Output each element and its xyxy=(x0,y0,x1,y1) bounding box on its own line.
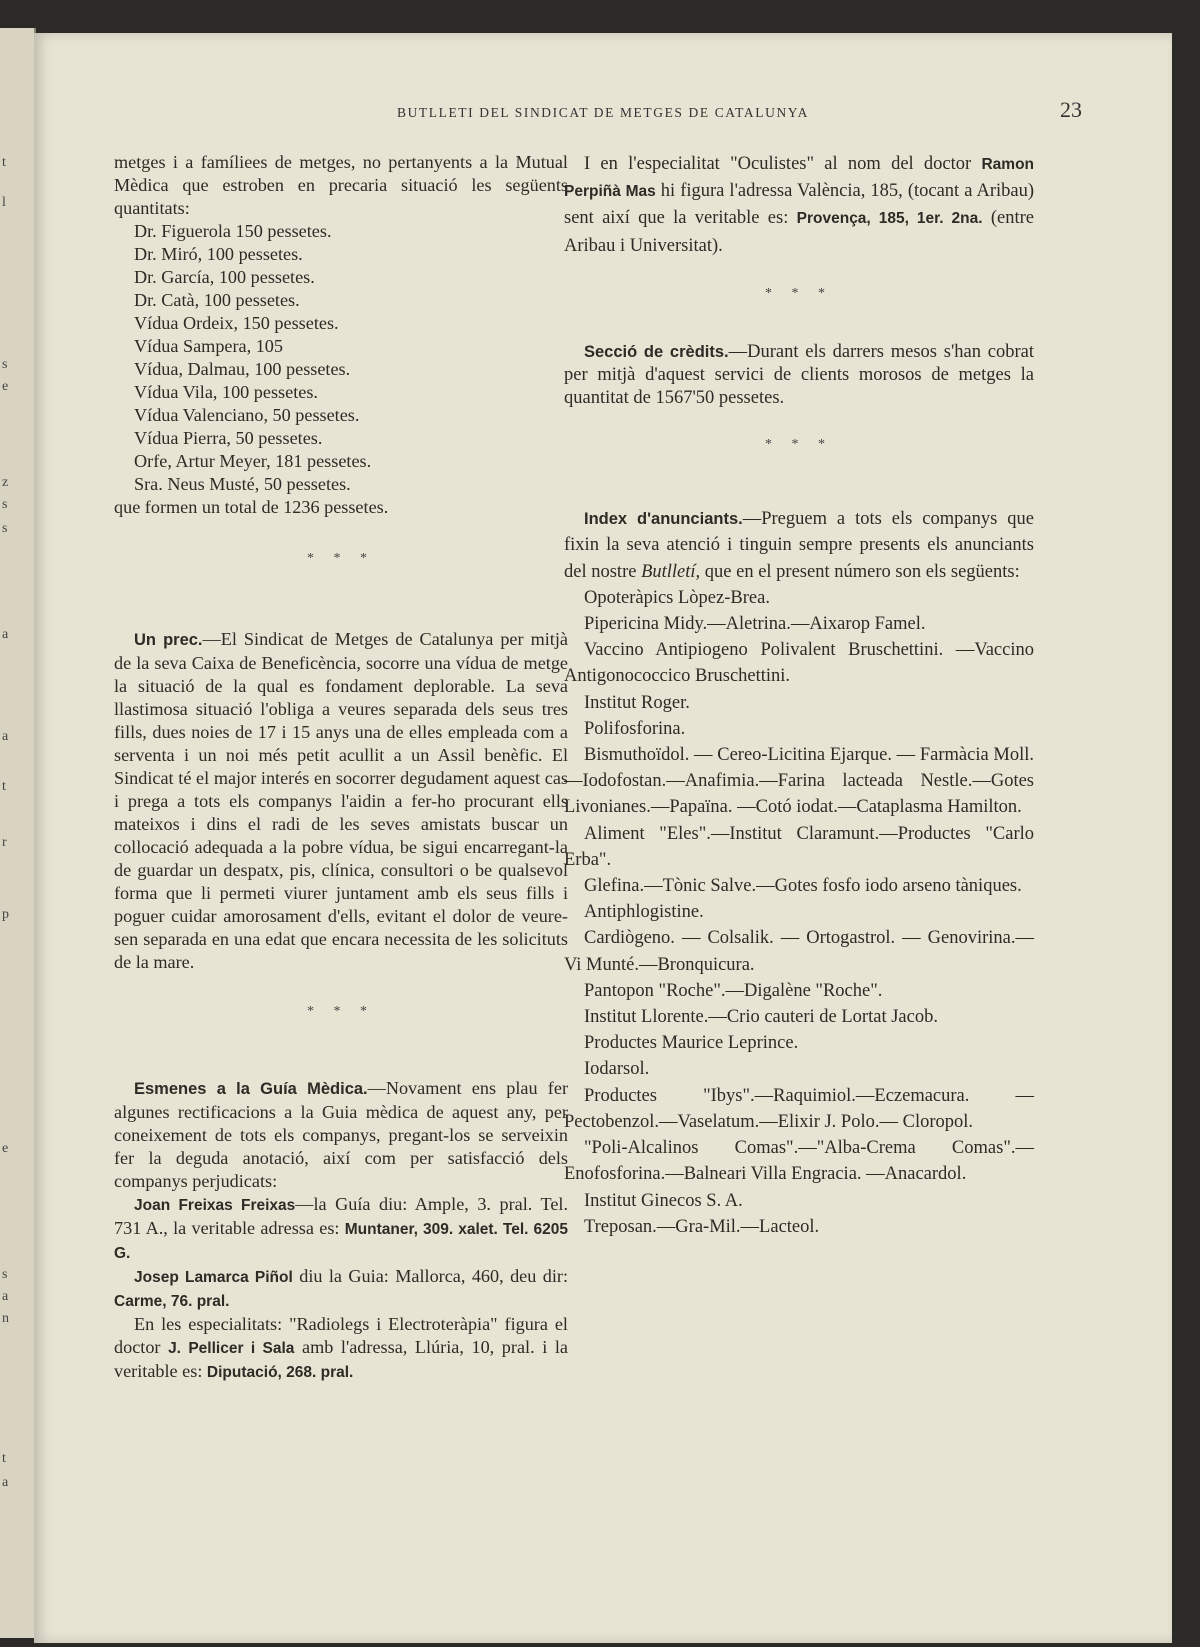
donation-item: Dr. García, 100 pessetes. xyxy=(134,267,315,287)
donation-item: Vídua, Dalmau, 100 pessetes. xyxy=(134,359,351,379)
correction-pellicer xyxy=(114,1313,568,1384)
credits-title: Secció de crèdits. xyxy=(584,343,729,362)
esmenes-title: Esmenes a la Guía Mèdica. xyxy=(134,1080,368,1098)
credits-body: —Durant els darrers mesos s'han cobrat per mitjà d'aquest servici de clients morosos de metges la quantitat de 1567'50 pessetes. xyxy=(564,342,1034,409)
corrected-address: Muntaner, 309. xalet. Tel. 6205 G. xyxy=(114,1221,568,1262)
correction-text: diu la Guia: Mallorca, 460, deu dir: xyxy=(299,1266,569,1286)
doctor-name: Ramon Perpiñà Mas xyxy=(564,156,1035,201)
donations-total: que formen un total de 1236 pessetes. xyxy=(114,497,389,517)
margin-fragment: r xyxy=(2,835,7,850)
running-head: BUTLLETI DEL SINDICAT DE METGES DE CATALUNYA xyxy=(396,105,810,120)
margin-fragment: a xyxy=(2,1475,9,1490)
left-column xyxy=(114,151,568,1384)
page-header xyxy=(34,97,1172,127)
margin-fragment: n xyxy=(2,1311,9,1326)
prec-body: —El Sindicat de Metges de Catalunya per mitjà de la seva Caixa de Beneficència, socorre una vídua de metge la situació de la qual es fondament deplorable. La seva llastimosa situació l'obliga a veures separada dels seus tres fills, dues noies de 17 i 15 anys una de elles empleada com a serventa i un noi més petit acullit a un Assil benèfic. El Sindicat té el major interés en socorrer degudament aquest cas i prega a tots els companys l'aidin a fer-ho procurant ells mateixos i dins el radi de les seves amistats buscar un collocació adequada a la pobre vídua, be sigui encarregant-la de guardar un despatx, pis, clínica, consultori o be qualsevol forma que li permeti viurer juntament amb els seus fills i poguer cuidar amorosament d'ells, evitant el dolor de veure-sen separada en una edat que encara necessita de les solicituts de la mare. xyxy=(114,629,568,972)
advertiser-entry: Antiphlogistine. xyxy=(584,902,704,923)
index-title: Index d'anunciants. xyxy=(584,510,743,529)
advertiser-entry: Institut Roger. xyxy=(584,692,690,713)
margin-fragment: s xyxy=(2,521,8,536)
journal-name: Butlletí, xyxy=(641,561,701,582)
advertiser-entry: Bismuthoïdol. — Cereo-Licitina Ejarque. — Farmàcia Moll.—Iodofostan.—Anafimia.—Farina lacteada Nestle.—Gotes Livonianes.—Papaïna. —Cotó iodat.—Cataplasma Hamilton. xyxy=(564,745,1034,818)
donations-list xyxy=(114,220,568,496)
margin-fragment: s xyxy=(2,357,8,372)
section-divider: * * * xyxy=(307,551,375,566)
index-body: —Preguem a tots els companys que fixin la seva atenció i tinguin sempre presents els anunciants del nostre xyxy=(564,509,1034,582)
advertiser-entry: Treposan.—Gra-Mil.—Lacteol. xyxy=(584,1216,820,1237)
section-divider: * * * xyxy=(765,285,833,301)
advertiser-entry: Iodarsol. xyxy=(584,1059,650,1080)
doctor-name: Joan Freixas Freixas xyxy=(134,1197,296,1214)
advertiser-entry: Pipericina Midy.—Aletrina.—Aixarop Famel. xyxy=(584,614,926,635)
donation-item: Vídua Ordeix, 150 pessetes. xyxy=(134,313,339,333)
donation-item: Vídua Valenciano, 50 pessetes. xyxy=(134,405,360,425)
correction-lamarca xyxy=(114,1265,568,1313)
donation-item: Dr. Miró, 100 pessetes. xyxy=(134,244,303,264)
donation-item: Vídua Pierra, 50 pessetes. xyxy=(134,428,323,448)
previous-page-edge xyxy=(0,28,36,1638)
correction-perpinya xyxy=(564,151,1034,259)
margin-fragment: z xyxy=(2,475,9,490)
esmenes-paragraph xyxy=(114,1077,568,1193)
margin-fragment: e xyxy=(2,1141,9,1156)
correction-freixas xyxy=(114,1193,568,1265)
advertiser-entry: Opoteràpics Lòpez-Brea. xyxy=(584,587,770,608)
correction-text: amb l'adressa, Llúria, 10, pral. i la veritable es: xyxy=(114,1337,568,1381)
margin-fragment: a xyxy=(2,1289,9,1304)
correction-text: En les especialitats: "Radiolegs i Electroteràpia" figura el doctor xyxy=(114,1314,568,1357)
advertiser-entry: Institut Ginecos S. A. xyxy=(584,1190,743,1211)
advertiser-entry: Productes "Ibys".—Raquimiol.—Eczemacura. —Pectobenzol.—Vaselatum.—Elixir J. Polo.— Cloropol. xyxy=(564,1085,1034,1132)
corrected-address: Diputació, 268. pral. xyxy=(206,1364,354,1381)
correction-text: I en l'especialitat "Oculistes" al nom del doctor xyxy=(584,154,972,174)
correction-text: —la Guía diu: Ample, 3. pral. Tel. 731 A., la veritable adressa es: xyxy=(114,1194,568,1238)
advertiser-entry: Polifosforina. xyxy=(584,718,686,739)
correction-text: hi figura l'adressa València, 185, (tocant a Aribau) sent així que la veritable es: xyxy=(564,181,1034,229)
index-paragraph xyxy=(564,506,1034,585)
section-divider: * * * xyxy=(765,437,833,453)
donation-item: Dr. Catà, 100 pessetes. xyxy=(134,290,300,310)
margin-fragment: t xyxy=(2,1451,6,1466)
advertiser-entry: Glefina.—Tònic Salve.—Gotes fosfo iodo arseno tàniques. xyxy=(584,876,1022,897)
donation-item: Dr. Figuerola 150 pessetes. xyxy=(134,221,332,241)
donation-item: Vídua Sampera, 105 xyxy=(134,336,283,356)
correction-text: (entre Aribau i Universitat). xyxy=(564,208,1035,256)
margin-fragment: s xyxy=(2,1267,8,1282)
advertisers-list xyxy=(564,585,1034,1240)
donations-intro: metges i a famíliees de metges, no pertanyents a la Mutual Mèdica que estroben en precaria situació les següents quantitats: xyxy=(114,152,568,218)
advertiser-entry: Institut Llorente.—Crio cauteri de Lortat Jacob. xyxy=(584,1007,938,1028)
margin-fragment: t xyxy=(2,779,6,794)
prec-paragraph xyxy=(114,628,568,974)
advertiser-entry: Productes Maurice Leprince. xyxy=(584,1033,799,1054)
margin-fragment: a xyxy=(2,627,9,642)
donation-item: Sra. Neus Musté, 50 pessetes. xyxy=(134,474,351,494)
index-body: que en el present número son els següents: xyxy=(704,561,1020,582)
donation-item: Vídua Vila, 100 pessetes. xyxy=(134,382,318,402)
corrected-address: Provença, 185, 1er. 2na. xyxy=(796,210,983,228)
doctor-name: Josep Lamarca Piñol xyxy=(134,1269,293,1286)
page-number: 23 xyxy=(1060,97,1082,122)
page-sheet xyxy=(34,33,1172,1643)
margin-fragment: t xyxy=(2,155,6,170)
margin-fragment: a xyxy=(2,729,9,744)
margin-fragment: s xyxy=(2,497,8,512)
donation-item: Orfe, Artur Meyer, 181 pessetes. xyxy=(134,451,372,471)
esmenes-body: —Novament ens plau fer algunes rectificacions a la Guia mèdica de aquest any, per coneixement de tots els companys, pregant-los se serveixin fer la deguda anotació, així com per satisfacció dels companys perjudicats: xyxy=(114,1078,568,1191)
section-divider: * * * xyxy=(307,1004,375,1019)
advertiser-entry: Vaccino Antipiogeno Polivalent Bruschettini. —Vaccino Antigonococcico Bruschettini. xyxy=(564,640,1034,687)
margin-fragment: l xyxy=(2,195,6,210)
advertiser-entry: Aliment "Eles".—Institut Claramunt.—Productes "Carlo Erba". xyxy=(564,823,1034,870)
advertiser-entry: Cardiògeno. — Colsalik. — Ortogastrol. — Genovirina.—Vi Munté.—Bronquicura. xyxy=(564,928,1034,975)
advertiser-entry: "Poli-Alcalinos Comas".—"Alba-Crema Comas".—Enofosforina.—Balneari Villa Engracia. —Anacardol. xyxy=(564,1138,1034,1185)
right-column xyxy=(564,151,1034,1240)
prec-title: Un prec. xyxy=(134,631,203,649)
advertiser-entry: Pantopon "Roche".—Digalène "Roche". xyxy=(584,980,883,1001)
margin-fragment: e xyxy=(2,379,9,394)
doctor-name: J. Pellicer i Sala xyxy=(168,1340,295,1357)
credits-paragraph xyxy=(564,341,1034,410)
corrected-address: Carme, 76. pral. xyxy=(114,1293,230,1310)
margin-fragment: p xyxy=(2,907,9,922)
